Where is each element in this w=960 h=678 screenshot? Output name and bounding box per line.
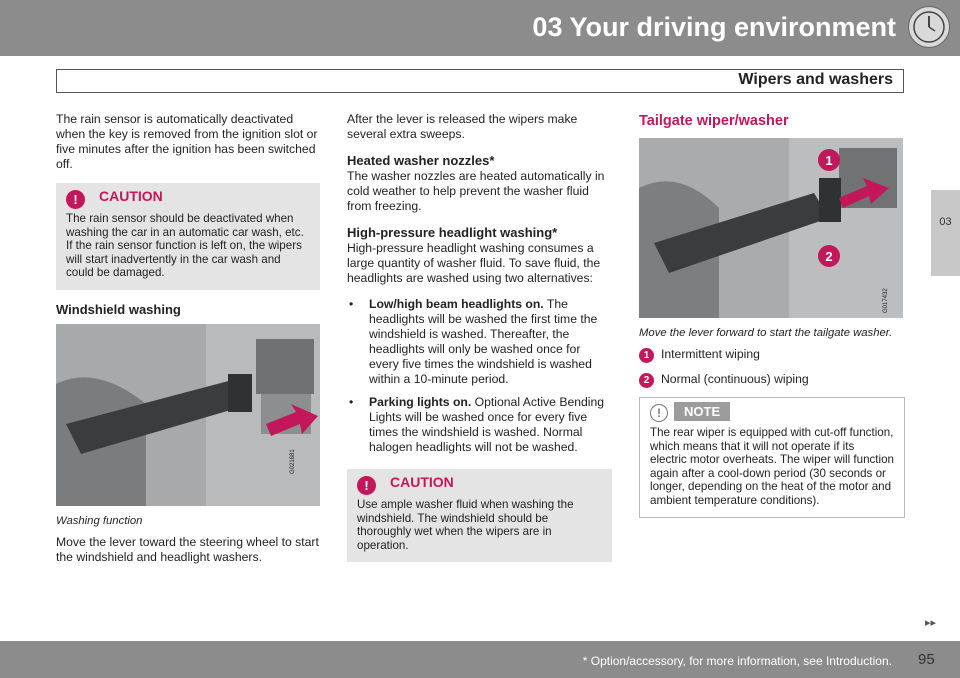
- column-3: [639, 112, 905, 518]
- section-title-bar: [56, 69, 904, 93]
- washing-instructions: Move the lever toward the steering wheel to start the windshield and headlight washers.: [56, 534, 319, 564]
- rain-sensor-paragraph: The rain sensor is automatically deactivated when the key is removed from the ignition slot or five minutes after the ignition has been switched off.: [56, 112, 318, 171]
- caution-box-rain-sensor: [56, 183, 320, 290]
- footer-note: * Option/accessory, for more information, see Introduction.: [582, 654, 892, 668]
- column-1: [56, 112, 320, 576]
- windshield-washing-heading: Windshield washing: [56, 301, 181, 317]
- image-callout-1: 1: [825, 153, 833, 168]
- page-footer: [0, 641, 960, 678]
- washing-function-caption: Washing function: [56, 514, 143, 527]
- caution-icon: !: [66, 190, 85, 209]
- tailgate-heading: Tailgate wiper/washer: [639, 113, 789, 129]
- note-title: NOTE: [674, 402, 730, 421]
- chapter-tab-label: 03: [939, 216, 952, 228]
- list-item: 2 Normal (continuous) wiping: [639, 372, 905, 387]
- number-badge-2: 2: [639, 373, 654, 388]
- list-item: • Low/high beam headlights on. The headlights will be washed the first time the windshield is washed. Thereafter, the headlights will only be washed once for every five times the windshield is washed within a 10-minute period.: [347, 297, 612, 387]
- headlight-wash-list: [347, 297, 612, 455]
- list-item: 1 Intermittent wiping: [639, 347, 905, 362]
- chapter-title: 03 Your driving environment: [532, 12, 896, 42]
- continue-arrows-icon: ▸▸: [925, 617, 937, 629]
- high-pressure-paragraph: High-pressure headlight washing consumes a large quantity of washer fluid. To save fluid, the headlights are washed using two alternatives:: [347, 241, 601, 285]
- section-title: Wipers and washers: [738, 71, 893, 88]
- note-body: The rear wiper is equipped with cut-off function, which means that it will not operate if its electric motor overheats. The wiper will function again after a cool-down period (30 seconds or longer, depending on the heat of the motor and ambient temperature conditions).: [650, 426, 895, 507]
- caution-box-washer-fluid: [347, 469, 612, 562]
- dashboard-clock-icon: [908, 6, 950, 48]
- list-item: • Parking lights on. Optional Active Bending Lights will be washed once for every five times the windshield is washed. Normal halogen headlights will not be washed.: [347, 395, 612, 455]
- extra-sweeps-paragraph: After the lever is released the wipers make several extra sweeps.: [347, 112, 578, 141]
- tailgate-caption: Move the lever forward to start the tailgate washer.: [639, 327, 893, 339]
- image-code: G017432: [883, 288, 889, 313]
- page-header: [0, 0, 960, 56]
- note-box: [639, 397, 905, 518]
- caution-body: The rain sensor should be deactivated when washing the car in an automatic car wash, etc. If the rain sensor function is left on, the wipers will start inadvertently in the car wash and could be damaged.: [66, 212, 304, 279]
- caution-body: Use ample washer fluid when washing the windshield. The windshield should be thoroughly wet when the wipers are in operation.: [357, 498, 574, 552]
- chapter-tab[interactable]: [931, 190, 960, 276]
- windshield-washing-image: [56, 324, 320, 506]
- caution-title: CAUTION: [390, 474, 454, 490]
- heated-nozzles-heading: Heated washer nozzles*: [347, 153, 495, 168]
- info-icon: !: [650, 404, 668, 422]
- heated-nozzles-paragraph: The washer nozzles are heated automatically in cold weather to help prevent the washer fluid from freezing.: [347, 169, 605, 213]
- image-code: G021681: [290, 448, 296, 474]
- column-2: [347, 112, 612, 574]
- tailgate-lever-image: [639, 138, 903, 318]
- caution-icon: !: [357, 476, 376, 495]
- page-number: 95: [918, 651, 935, 668]
- number-badge-1: 1: [639, 348, 654, 363]
- caution-title: CAUTION: [99, 188, 163, 204]
- high-pressure-heading: High-pressure headlight washing*: [347, 225, 558, 240]
- image-callout-2: 2: [825, 249, 833, 264]
